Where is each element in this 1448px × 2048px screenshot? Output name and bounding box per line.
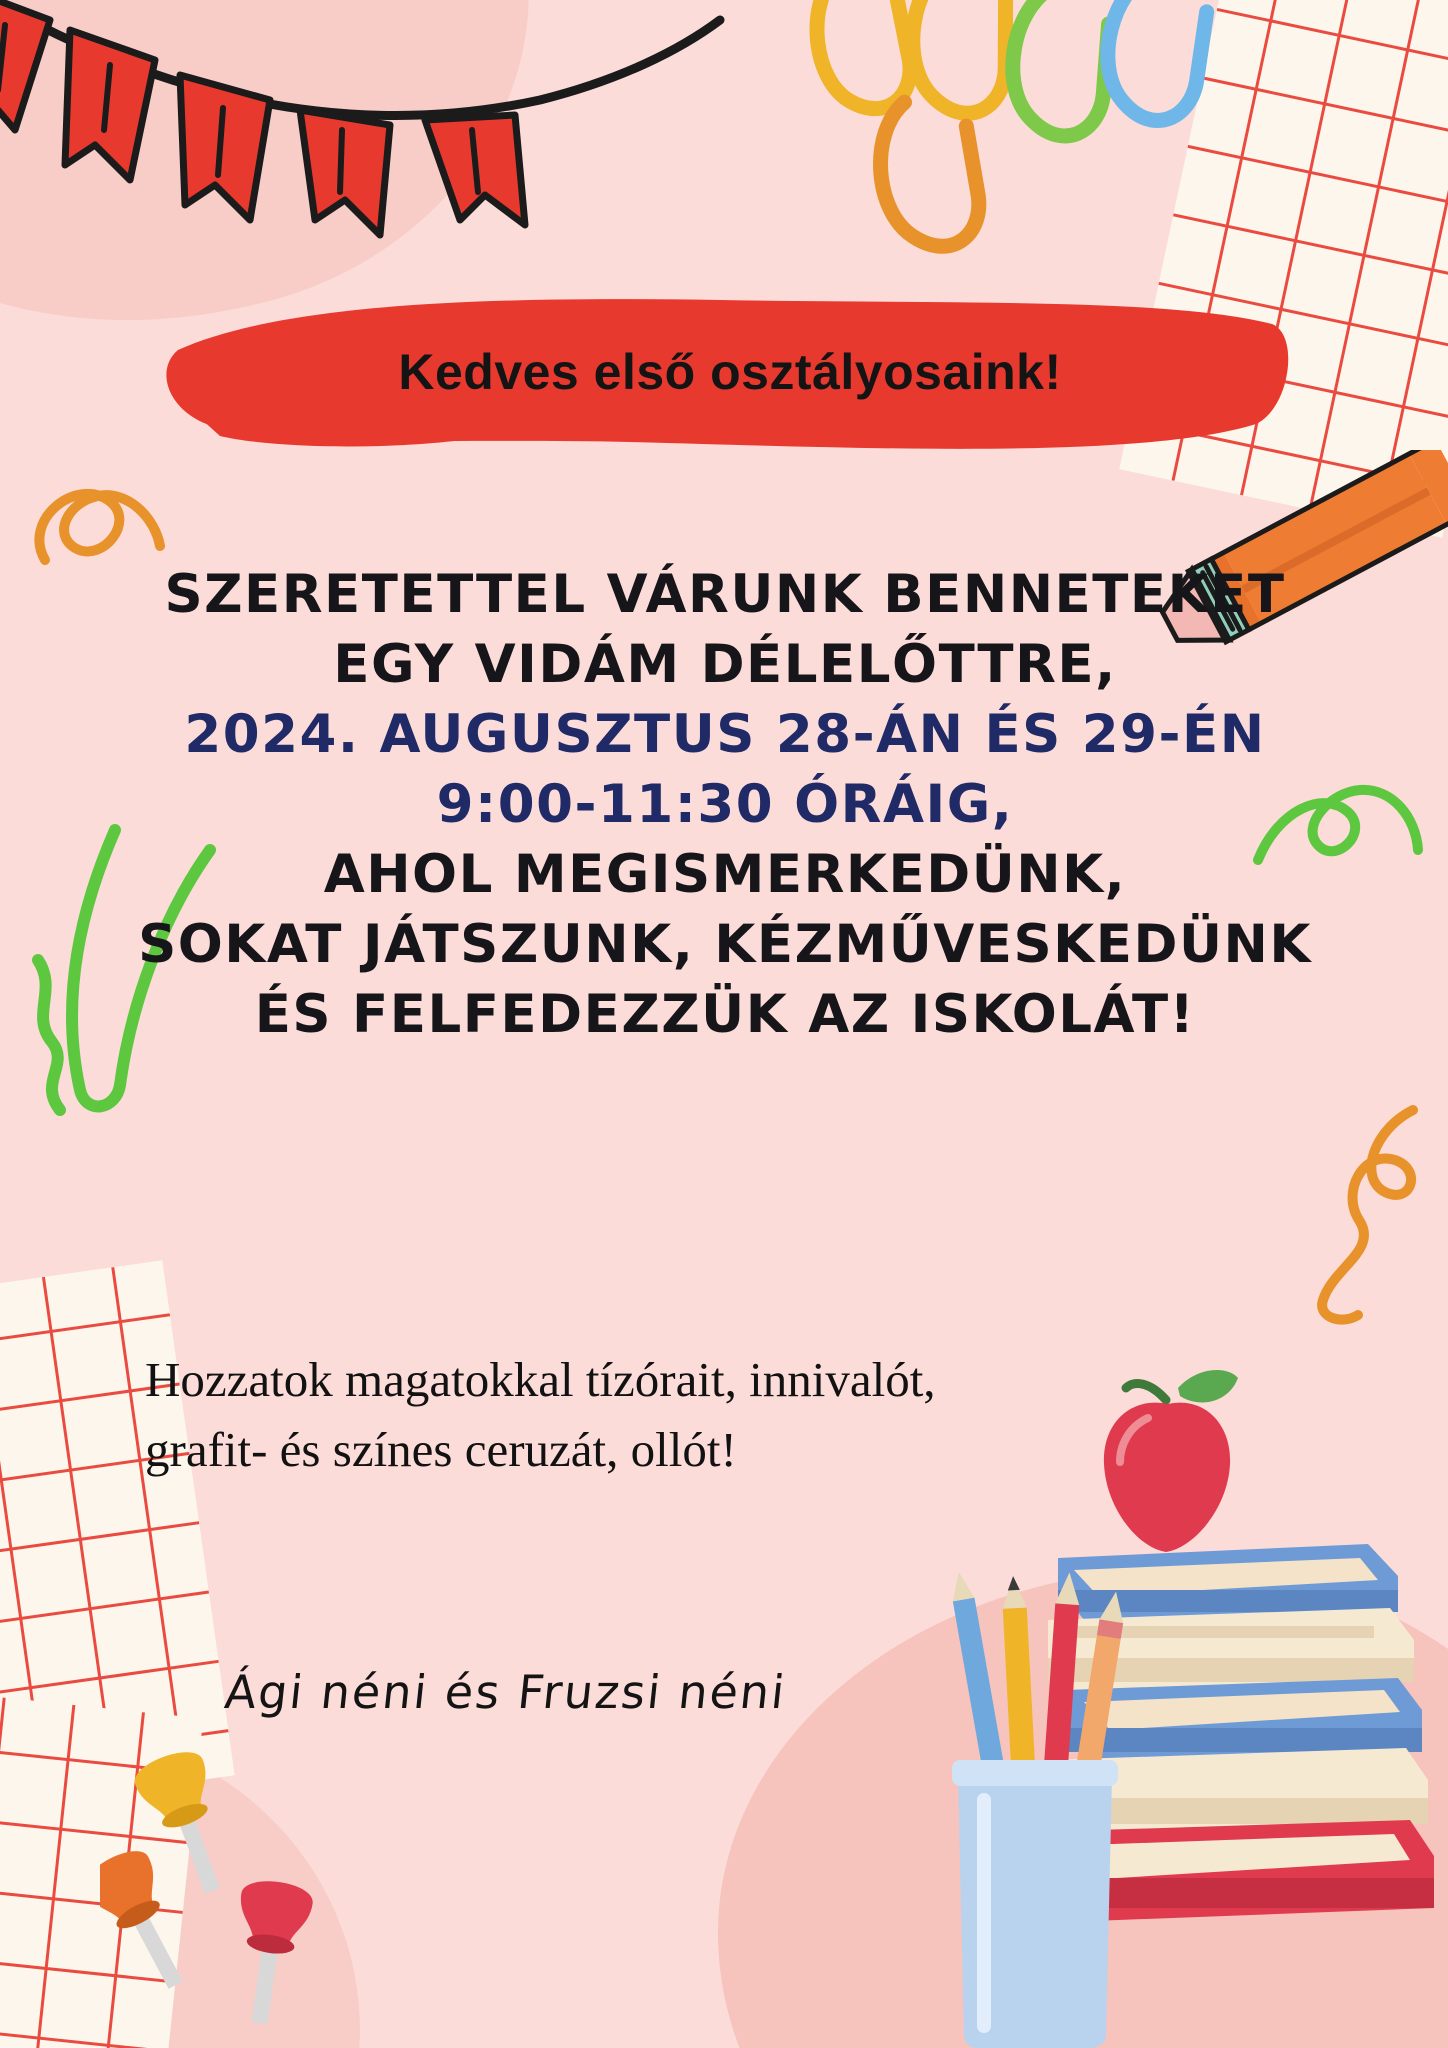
message-line-date: 2024. AUGUSZTUS 28-ÁN ÉS 29-ÉN bbox=[184, 703, 1266, 765]
message-line-7: ÉS FELFEDEZZÜK AZ ISKOLÁT! bbox=[254, 983, 1196, 1045]
pencil-jar-icon bbox=[948, 1570, 1128, 2048]
push-pins-icon bbox=[100, 1738, 350, 2028]
paper-clips-icon bbox=[790, 0, 1250, 260]
message-line-5: AHOL MEGISMERKEDÜNK, bbox=[323, 843, 1127, 905]
message-line-time: 9:00-11:30 ÓRÁIG, bbox=[436, 773, 1014, 835]
squiggle-doodle-icon bbox=[1263, 1100, 1433, 1330]
page-title: Kedves első osztályosaink! bbox=[398, 344, 1062, 400]
bunting-flags-icon bbox=[0, 0, 800, 310]
message-line-1: SZERETETTEL VÁRUNK BENNETEKET bbox=[164, 564, 1286, 625]
apple-icon bbox=[1104, 1370, 1238, 1552]
main-message bbox=[80, 560, 1370, 1050]
books-stack-icon bbox=[898, 1308, 1438, 2048]
instructions-line-1: Hozzatok magatokkal tízórait, innivalót, bbox=[145, 1352, 936, 1407]
message-line-2: EGY VIDÁM DÉLELŐTTRE, bbox=[333, 633, 1117, 695]
headline-banner bbox=[160, 290, 1300, 460]
instructions-line-2: grafit- és színes ceruzát, ollót! bbox=[145, 1421, 737, 1477]
message-line-6: SOKAT JÁTSZUNK, KÉZMŰVESKEDÜNK bbox=[138, 913, 1312, 975]
signature: Ági néni és Fruzsi néni bbox=[222, 1665, 789, 1719]
